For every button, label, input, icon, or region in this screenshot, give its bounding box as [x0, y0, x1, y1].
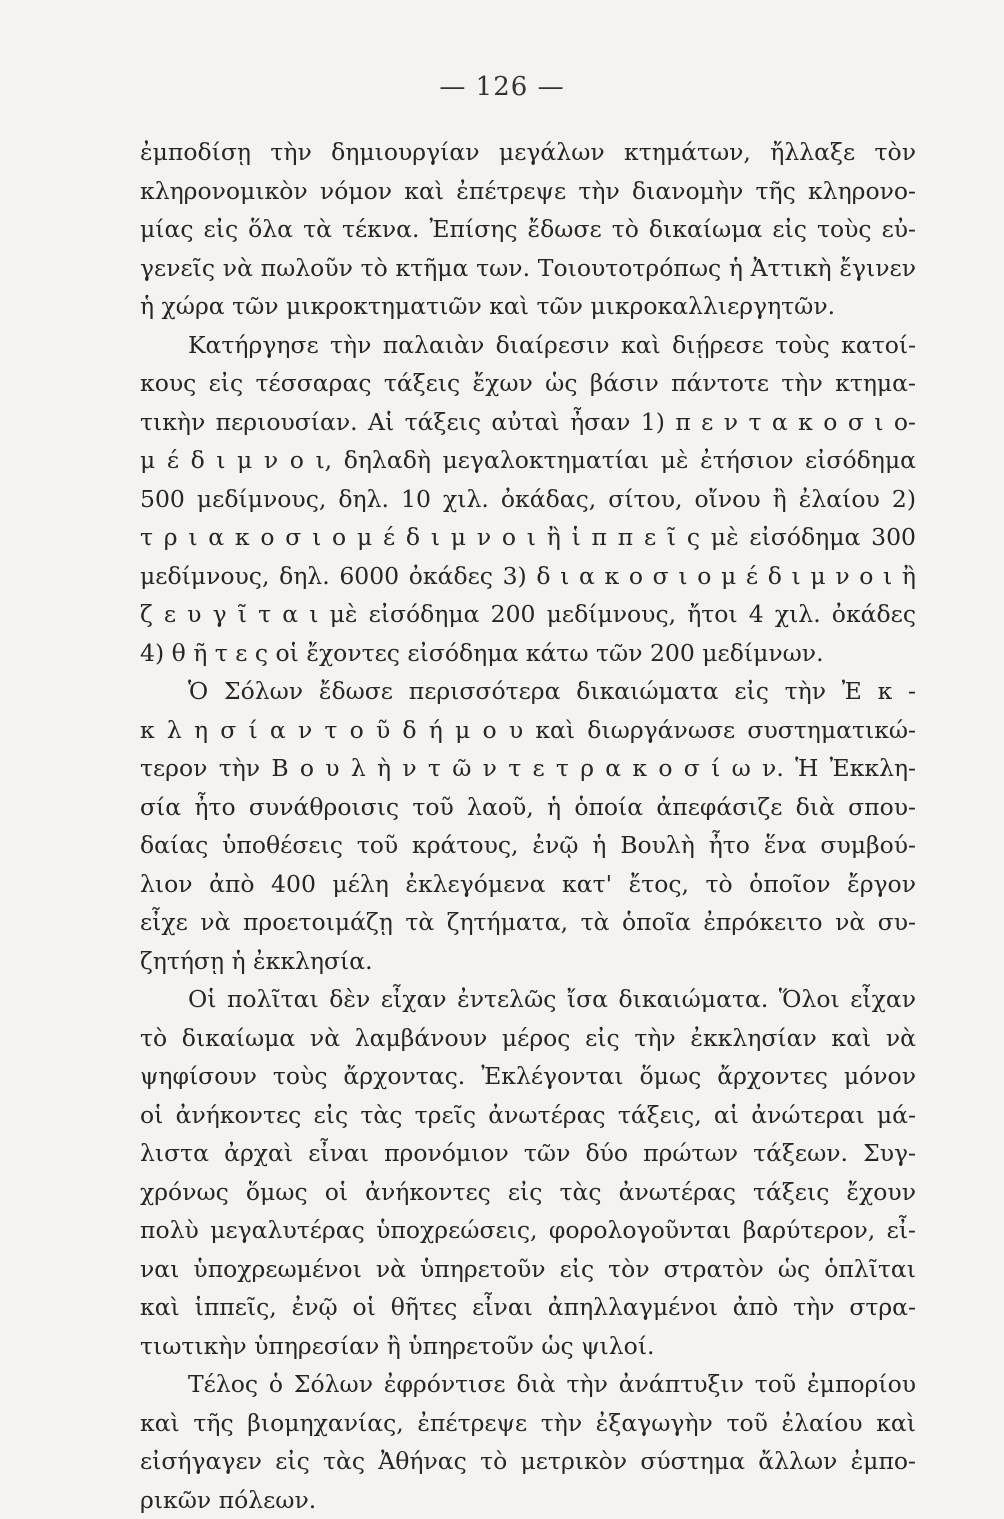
text-line: λιστα ἀρχαὶ εἶναι προνόμιον τῶν δύο πρώτων τάξεων. Συγ-: [140, 1134, 916, 1173]
text-line: δαίας ὑποθέσεις τοῦ κράτους, ἐνῷ ἡ Βουλὴ ἦτο ἕνα συμβού-: [140, 826, 916, 865]
text-line: κληρονομικὸν νόμον καὶ ἐπέτρεψε τὴν διανομὴν τῆς κληρονο-: [140, 172, 916, 211]
text-line: ζητήσῃ ἡ ἐκκλησία.: [140, 942, 916, 981]
text-line: χρόνως ὅμως οἱ ἀνήκοντες εἰς τὰς ἀνωτέρας τάξεις ἔχουν: [140, 1173, 916, 1212]
text-line: τιωτικὴν ὑπηρεσίαν ἢ ὑπηρετοῦν ὡς ψιλοί.: [140, 1327, 916, 1366]
text-line: Τέλος ὁ Σόλων ἐφρόντισε διὰ τὴν ἀνάπτυξιν τοῦ ἐμπορίου: [140, 1365, 916, 1404]
text-line: τερον τὴν Β ο υ λ ὴ ν τ ῶ ν τ ε τ ρ α κ ο σ ί ω ν. Ἡ Ἐκκλη-: [140, 749, 916, 788]
text-line: ρικῶν πόλεων.: [140, 1481, 916, 1519]
text-line: Ὁ Σόλων ἔδωσε περισσότερα δικαιώματα εἰς τὴν Ἐ κ -: [140, 672, 916, 711]
text-line: καὶ τῆς βιομηχανίας, ἐπέτρεψε τὴν ἐξαγωγὴν τοῦ ἐλαίου καὶ: [140, 1404, 916, 1443]
text-line: λιον ἀπὸ 400 μέλη ἐκλεγόμενα κατ' ἔτος, τὸ ὁποῖον ἔργον: [140, 865, 916, 904]
text-line: Οἱ πολῖται δὲν εἶχαν ἐντελῶς ἴσα δικαιώματα. Ὅλοι εἶχαν: [140, 980, 916, 1019]
page-number: — 126 —: [0, 72, 1004, 102]
text-line: οἱ ἀνήκοντες εἰς τὰς τρεῖς ἀνωτέρας τάξεις, αἱ ἀνώτεραι μά-: [140, 1096, 916, 1135]
text-line: εἰσήγαγεν εἰς τὰς Ἀθήνας τὸ μετρικὸν σύστημα ἄλλων ἐμπο-: [140, 1442, 916, 1481]
text-line: τ ρ ι α κ ο σ ι ο μ έ δ ι μ ν ο ι ἢ ἱ π π ε ῖ ς μὲ εἰσόδημα 300: [140, 518, 916, 557]
text-line: μ έ δ ι μ ν ο ι, δηλαδὴ μεγαλοκτηματίαι μὲ ἐτήσιον εἰσόδημα: [140, 441, 916, 480]
text-line: γενεῖς νὰ πωλοῦν τὸ κτῆμα των. Τοιουτοτρόπως ἡ Ἀττικὴ ἔγινεν: [140, 249, 916, 288]
text-line: τὸ δικαίωμα νὰ λαμβάνουν μέρος εἰς τὴν ἐκκλησίαν καὶ νὰ: [140, 1019, 916, 1058]
text-line: ἡ χώρα τῶν μικροκτηματιῶν καὶ τῶν μικροκαλλιεργητῶν.: [140, 287, 916, 326]
text-line: ἐμποδίσῃ τὴν δημιουργίαν μεγάλων κτημάτων, ἤλλαξε τὸν: [140, 133, 916, 172]
text-line: κ λ η σ ί α ν τ ο ῦ δ ή μ ο υ καὶ διωργάνωσε συστηματικώ-: [140, 711, 916, 750]
text-line: ναι ὑποχρεωμένοι νὰ ὑπηρετοῦν εἰς τὸν στρατὸν ὡς ὁπλῖται: [140, 1250, 916, 1289]
text-line: τικὴν περιουσίαν. Αἱ τάξεις αὐταὶ ἦσαν 1) π ε ν τ α κ ο σ ι ο-: [140, 403, 916, 442]
body-text: [140, 133, 916, 1519]
text-line: σία ἦτο συνάθροισις τοῦ λαοῦ, ἡ ὁποία ἀπεφάσιζε διὰ σπου-: [140, 788, 916, 827]
text-line: μεδίμνους, δηλ. 6000 ὀκάδες 3) δ ι α κ ο σ ι ο μ έ δ ι μ ν ο ι ἢ: [140, 557, 916, 596]
text-line: καὶ ἱππεῖς, ἐνῷ οἱ θῆτες εἶναι ἀπηλλαγμένοι ἀπὸ τὴν στρα-: [140, 1288, 916, 1327]
text-line: ζ ε υ γ ῖ τ α ι μὲ εἰσόδημα 200 μεδίμνους, ἤτοι 4 χιλ. ὀκάδες: [140, 595, 916, 634]
text-line: 4) θ ῆ τ ε ς οἱ ἔχοντες εἰσόδημα κάτω τῶν 200 μεδίμνων.: [140, 634, 916, 673]
text-line: πολὺ μεγαλυτέρας ὑποχρεώσεις, φορολογοῦνται βαρύτερον, εἶ-: [140, 1211, 916, 1250]
text-line: εἶχε νὰ προετοιμάζῃ τὰ ζητήματα, τὰ ὁποῖα ἐπρόκειτο νὰ συ-: [140, 903, 916, 942]
text-line: 500 μεδίμνους, δηλ. 10 χιλ. ὀκάδας, σίτου, οἴνου ἢ ἐλαίου 2): [140, 480, 916, 519]
text-line: κους εἰς τέσσαρας τάξεις ἔχων ὡς βάσιν πάντοτε τὴν κτημα-: [140, 364, 916, 403]
text-line: μίας εἰς ὅλα τὰ τέκνα. Ἐπίσης ἔδωσε τὸ δικαίωμα εἰς τοὺς εὐ-: [140, 210, 916, 249]
text-line: Κατήργησε τὴν παλαιὰν διαίρεσιν καὶ διῄρεσε τοὺς κατοί-: [140, 326, 916, 365]
text-line: ψηφίσουν τοὺς ἄρχοντας. Ἐκλέγονται ὅμως ἄρχοντες μόνον: [140, 1057, 916, 1096]
